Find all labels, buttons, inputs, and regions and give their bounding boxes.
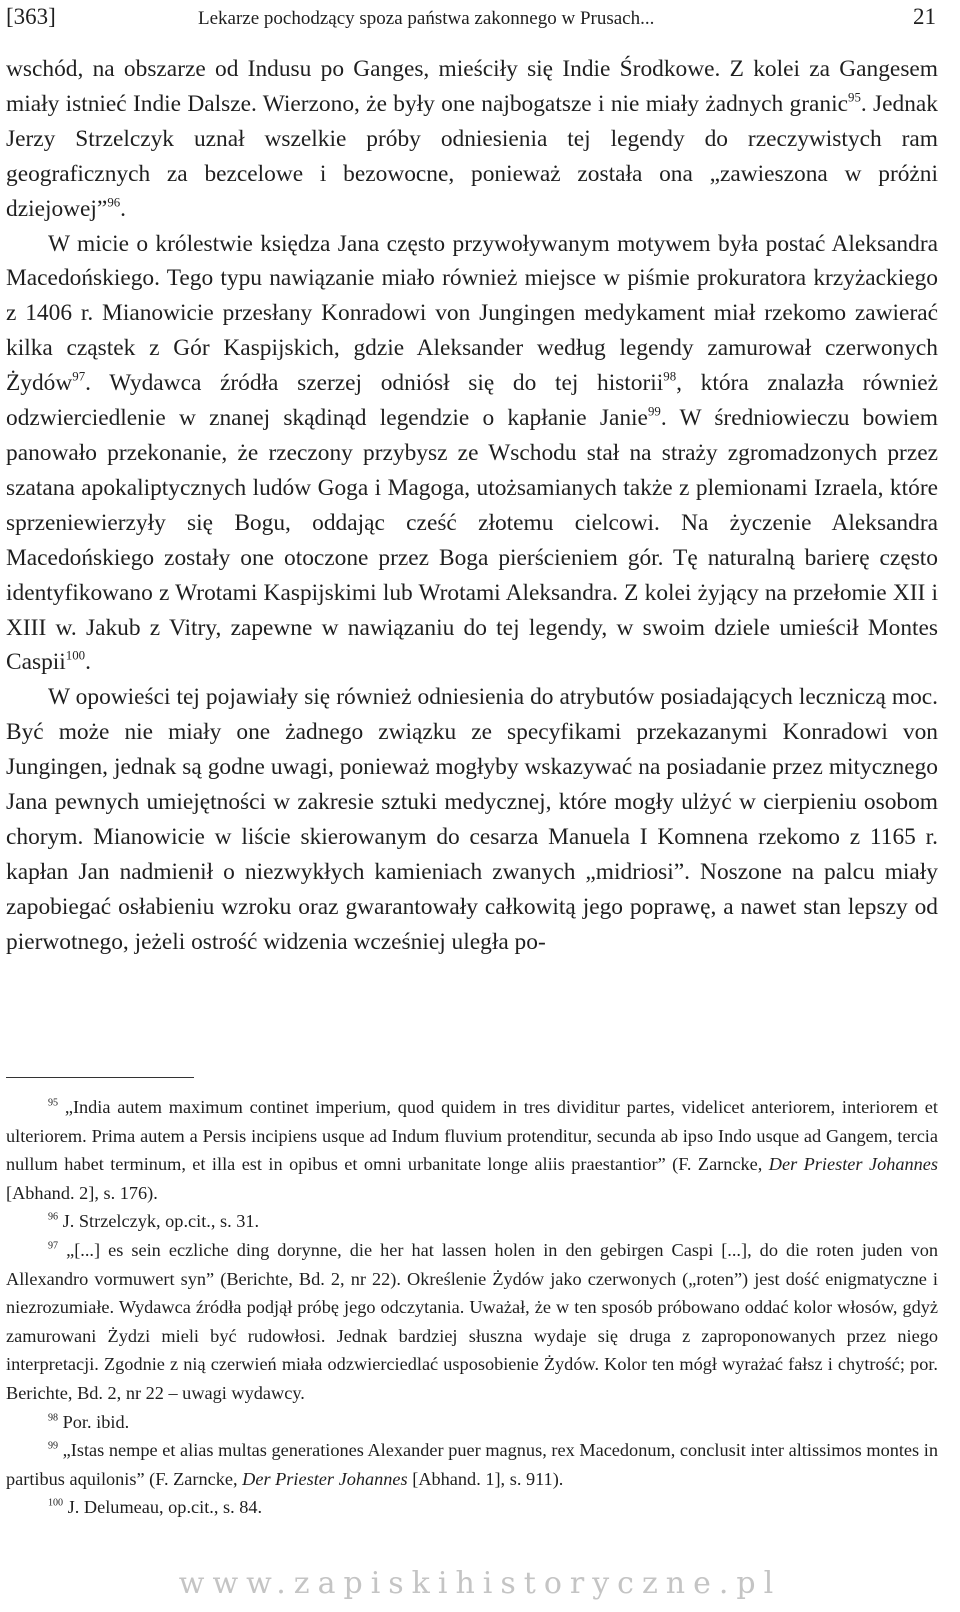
footnote-95 bbox=[6, 1093, 938, 1207]
footnote-ref-98: 98 bbox=[663, 369, 677, 384]
footnote-number: 100 bbox=[48, 1497, 64, 1509]
paragraph-1 bbox=[6, 52, 938, 227]
text-run: . bbox=[85, 649, 91, 676]
footnote-ref-100: 100 bbox=[65, 648, 86, 663]
footnote-99 bbox=[6, 1436, 938, 1493]
footnote-number: 97 bbox=[48, 1240, 59, 1252]
text-run: [Abhand. 1], s. 911). bbox=[407, 1468, 564, 1489]
footnote-number: 98 bbox=[48, 1411, 59, 1423]
text-run: wschód, na obszarze od Indusu po Ganges, mieściły się Indie Środkowe. Z kolei za Gangesem miały istnieć Indie Dalsze. Wierzono, że były one najbogatsze i nie miały żadnych granic bbox=[6, 56, 938, 117]
page-number: 21 bbox=[913, 4, 936, 29]
paragraph-3: W opowieści tej pojawiały się również odniesienia do atrybutów posiadających leczniczą moc. Być może nie miały one żadnego związku ze specyfikami przekazanymi Konradowi von Jungingen, jednak są godne uwagi, ponieważ mogłyby wskazywać na posiadanie przez mitycznego Jana pewnych umiejętności w zakresie sztuki medycznej, które mogły ulżyć w cierpieniu osobom chorym. Mianowicie w liście skierowanym do cesarza Manuela I Komnena rzekomo z 1165 r. kapłan Jan nadmienił o niezwykłych kamieniach zwanych „midriosi”. Noszone na palcu miały zapobiegać osłabieniu wzroku oraz gwarantowały całkowitą jego poprawę, a nawet stan lepszy od pierwotnego, jeżeli ostrość widzenia wcześniej uległa po- bbox=[6, 684, 938, 955]
footnote-96 bbox=[6, 1207, 938, 1236]
running-title: Lekarze pochodzący spoza państwa zakonnego w Prusach... bbox=[198, 8, 655, 29]
text-run: J. Strzelczyk, op.cit., s. 31. bbox=[58, 1211, 260, 1232]
text-run: . Wydawca źródła szerzej odniósł się do tej historii bbox=[85, 370, 664, 397]
page-reference: [363] bbox=[6, 4, 56, 29]
footnote-separator bbox=[6, 1077, 194, 1078]
page-header bbox=[0, 0, 960, 40]
footnote-100 bbox=[6, 1493, 938, 1522]
footnote-ref-99: 99 bbox=[647, 404, 661, 419]
main-text bbox=[6, 52, 938, 960]
text-run: J. Delumeau, op.cit., s. 84. bbox=[63, 1497, 263, 1518]
footnote-number: 95 bbox=[48, 1097, 59, 1109]
text-run: , która znalazła również odzwierciedlenie w znanej skądinąd legendzie o kapłanie Janie bbox=[6, 370, 938, 432]
text-run: . Jednak Jerzy Strzelczyk uznał wszelkie próby odniesienia tej legendy do rzeczywistych ram geograficznych za bezcelowe i bezowocne, ponieważ została ona „zawieszona w próżni dziejowej” bbox=[6, 90, 938, 222]
italic-title: Der Priester Johannes bbox=[768, 1154, 938, 1175]
footnote-ref-97: 97 bbox=[72, 369, 86, 384]
footnote-number: 99 bbox=[48, 1440, 59, 1452]
footnote-number: 96 bbox=[48, 1211, 59, 1223]
text-run: „Istas nempe et alias multas generationes Alexander puer magnus, rex Macedonum, conclusit inter altissimos montes in partibus aquilonis” (F. Zarncke, bbox=[6, 1440, 938, 1489]
site-footer: www.zapiskihistoryczne.pl bbox=[178, 1566, 782, 1601]
text-run: „[...] es sein eczliche ding dorynne, die her hat lassen holen in den gebirgen Caspi [...], do die roten juden von Allexandro vormuwert syn” (Berichte, Bd. 2, nr 22). Określenie Żydów jako czerwonych („roten”) jest dość enigmatyczne i niezrozumiałe. Wydawca źródła podjął próbę jego odczytania. Uważał, że w ten sposób próbowano oddać kolor włosów, gdyż zamurowani Żydzi mieli być rudowłosi. Jednak bardziej słuszna wydaje się druga z zaproponowanych przez niego interpretacji. Zgodnie z nią czerwień miała odzwierciedlać usposobienie Żydów. Kolor ten mógł wyrażać fałsz i chytrość; por. Berichte, Bd. 2, nr 22 – uwagi wydawcy. bbox=[6, 1239, 938, 1403]
footnote-ref-95: 95 bbox=[848, 90, 861, 105]
italic-title: Der Priester Johannes bbox=[242, 1468, 408, 1489]
footnote-98 bbox=[6, 1408, 938, 1437]
text-run: „India autem maximum continet imperium, quod quidem in tres dividitur partes, videlicet anteriorem, interiorem et ulteriorem. Prima autem a Persis incipiens usque ad Indum fluvium protenditur, secunda ab ipso Indo usque ad Gangem, tercia nullum habet terminum, et illa est in opibus et omni urbanitate longe aliis praestantior” (F. Zarncke, bbox=[6, 1097, 938, 1175]
text-run: . W średniowieczu bowiem panowało przekonanie, że rzeczony przybysz ze Wschodu stał na straży zgromadzonych przez szatana apokaliptycznych ludów Goga i Magoga, utożsamianych także z plemionami Izraela, które sprzeniewierzyły się Bogu, oddając cześć złotemu cielcowi. Na życzenie Aleksandra Macedońskiego zostały one otoczone przez Boga pierścieniem gór. Tę naturalną barierę często identyfikowano z Wrotami Kaspijskimi lub Wrotami Aleksandra. Z kolei żyjący na przełomie XII i XIII w. Jakub z Vitry, zapewne w nawiązaniu do tej legendy, w swoim dziele umieścił Montes Caspii bbox=[6, 405, 938, 676]
footnote-97 bbox=[6, 1236, 938, 1408]
text-run: . bbox=[120, 195, 127, 222]
footnotes bbox=[6, 1093, 938, 1522]
paragraph-2 bbox=[6, 227, 938, 681]
text-run: W micie o królestwie księdza Jana często przywoływanym motywem była postać Aleksandra Macedońskiego. Tego typu nawiązanie miało również miejsce w piśmie prokuratora krzyżackiego z 1406 r. Mianowicie przesłany Konradowi von Jungingen medykament miał rzekomo zawierać kilka cząstek z Gór Kaspijskich, gdzie Aleksander według legendy zamurował czerwonych Żydów bbox=[6, 230, 938, 397]
text-run: [Abhand. 2], s. 176). bbox=[6, 1182, 158, 1203]
footnote-ref-96: 96 bbox=[107, 194, 121, 209]
text-run: Por. ibid. bbox=[58, 1411, 130, 1432]
